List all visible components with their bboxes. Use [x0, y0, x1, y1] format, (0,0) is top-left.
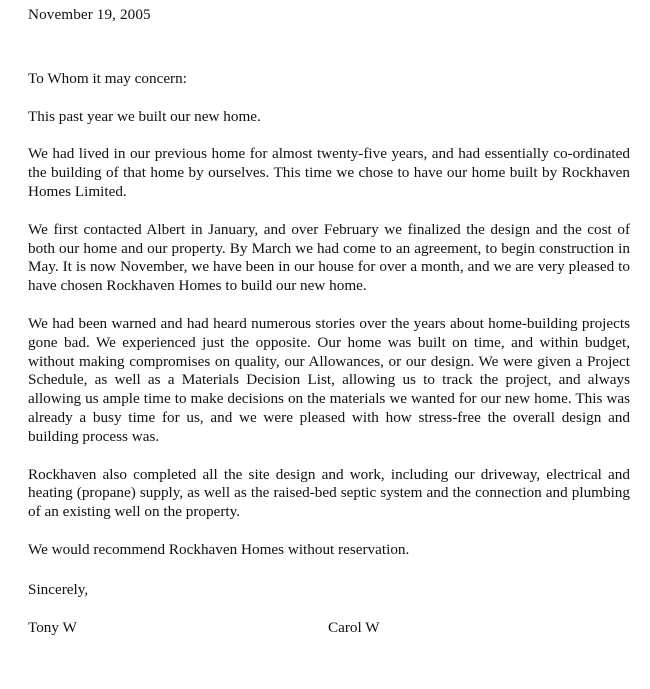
signature-name-tony: Tony W — [28, 618, 77, 636]
signature-block — [28, 619, 630, 638]
letter-paragraph-5: Rockhaven also completed all the site design and work, including our driveway, electrical and heating (propane) supply, as well as the raised-bed septic system and the connection and plumbing of an existing well on the property. — [28, 465, 630, 521]
letter-salutation: To Whom it may concern: — [28, 69, 187, 87]
letter-paragraph-3: We first contacted Albert in January, and over February we finalized the design and the cost of both our home and our property. By March we had come to an agreement, to begin construction in May. It is now November, we have been in our house for over a month, and we are very pleased to have chosen Rockhaven Homes to build our new home. — [28, 220, 630, 295]
signature-name-carol: Carol W — [328, 618, 380, 636]
letter-paragraph-6: We would recommend Rockhaven Homes without reservation. — [28, 540, 410, 558]
letter-paragraph-4: We had been warned and had heard numerous stories over the years about home-building projects gone bad. We experienced just the opposite. Our home was built on time, and within budget, without making compromises on quality, our Allowances, or our design. We were given a Project Schedule, as well as a Materials Decision List, allowing us to track the project, and always allowing us ample time to make decisions on the materials we wanted for our new home. This was already a busy time for us, and we were pleased with how stress-free the overall design and building process was. — [28, 314, 630, 445]
letter-closing: Sincerely, — [28, 580, 89, 598]
letter-date: November 19, 2005 — [28, 6, 151, 23]
letter-paragraph-1: This past year we built our new home. — [28, 107, 261, 125]
letter-paragraph-2: We had lived in our previous home for almost twenty-five years, and had essentially co-ordinated the building of that home by ourselves. This time we chose to have our home built by Rockhaven Homes Limited. — [28, 145, 630, 200]
